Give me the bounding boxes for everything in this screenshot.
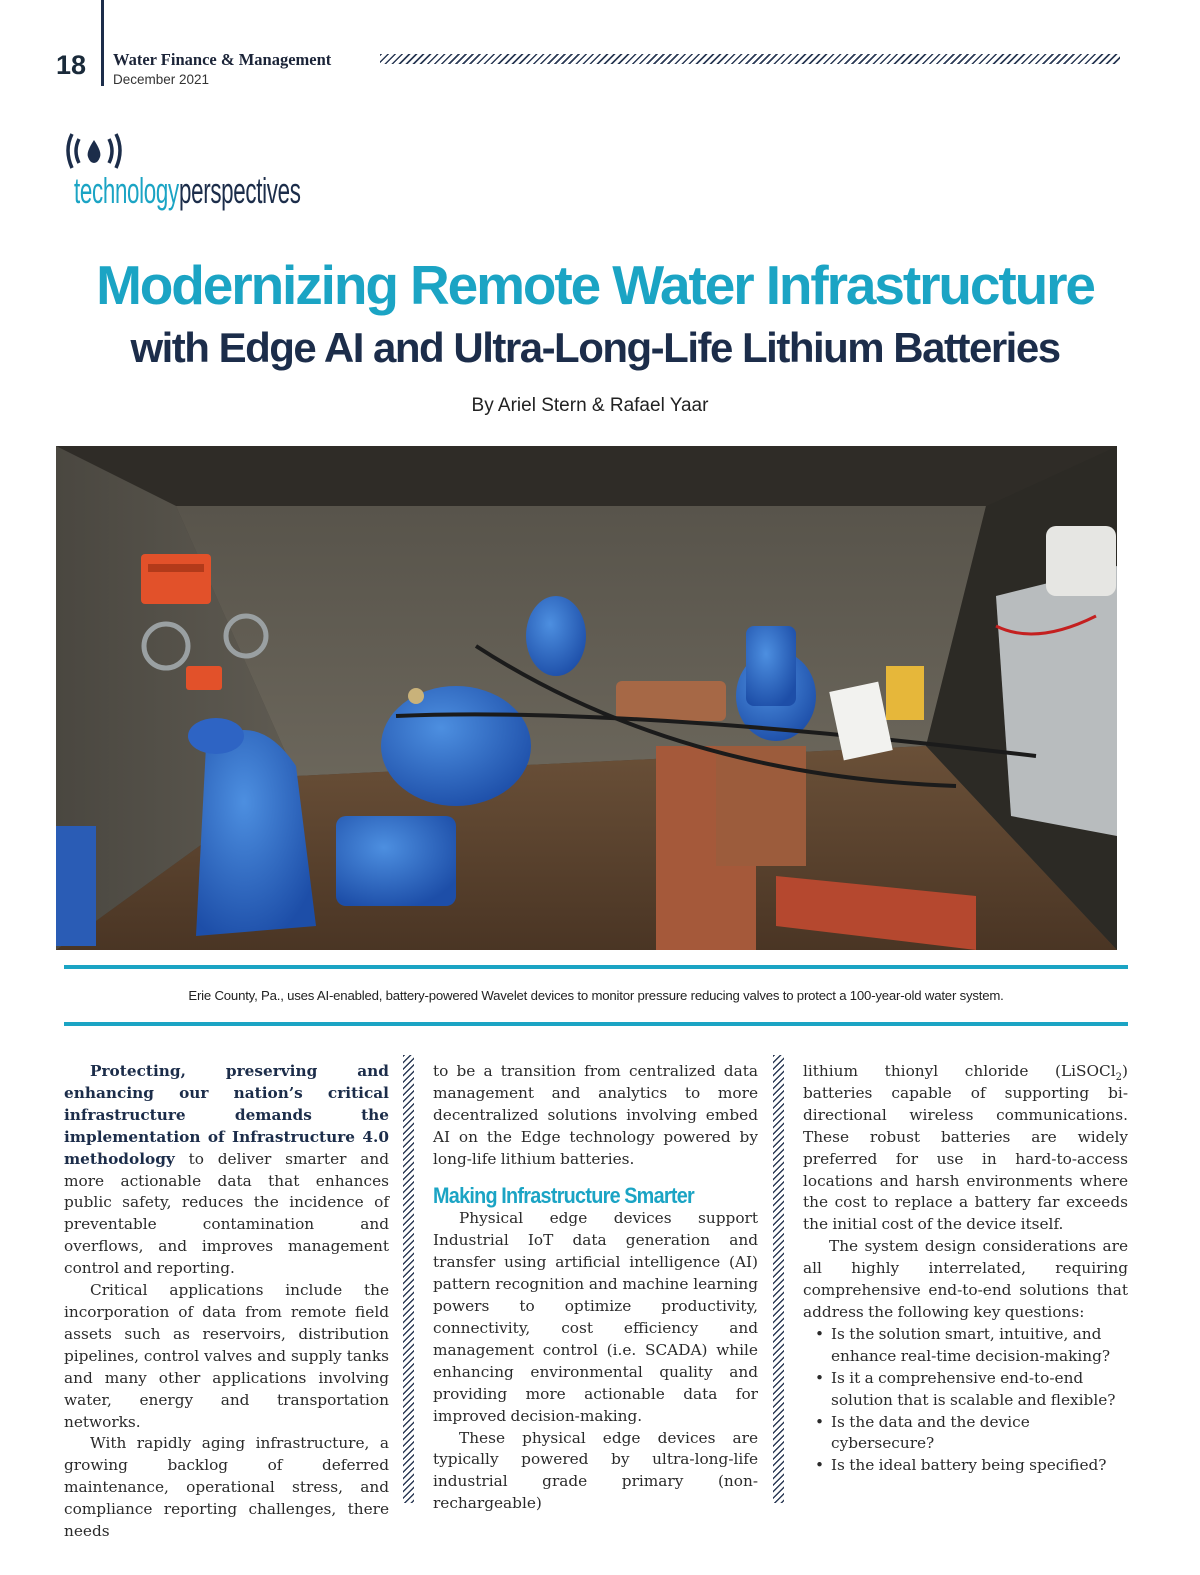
caption-rule-bottom	[64, 1022, 1128, 1026]
publication-title: Water Finance & Management	[113, 50, 332, 69]
list-item: • Is the ideal battery being specified?	[831, 1455, 1128, 1477]
section-word-perspectives: perspectives	[179, 170, 301, 211]
header-hatch-decoration	[380, 54, 1120, 64]
body-paragraph: With rapidly aging infrastructure, a growing backlog of deferred maintenance, operational stress, and compliance reporting challenges, there needs	[64, 1434, 389, 1541]
key-questions-list	[803, 1324, 1128, 1477]
body-column-2	[433, 1061, 758, 1515]
photo-caption: Erie County, Pa., uses AI-enabled, battery-powered Wavelet devices to monitor pressure reducing valves to protect a 100-year-old water system.	[188, 988, 1004, 1003]
water-drop-signal-icon	[62, 130, 132, 174]
body-paragraph	[803, 1061, 1128, 1236]
body-paragraph: Physical edge devices support Industrial IoT data generation and transfer using artificial intelligence (AI) pattern recognition and machine learning powers to optimize productivity, connectivity, cost efficiency and management control (i.e. SCADA) while enhancing environmental quality and providing more actionable data for improved decision-making.	[433, 1209, 758, 1425]
column-divider	[403, 1055, 414, 1503]
body-paragraph: Critical applications include the incorporation of data from remote field assets such as reservoirs, distribution pipelines, control valves and supply tanks and many other applications involving water, energy and transportation networks.	[64, 1281, 389, 1431]
article-subtitle: with Edge AI and Ultra-Long-Life Lithium Batteries	[130, 324, 1060, 371]
article-byline: By Ariel Stern & Rafael Yaar	[471, 395, 709, 416]
column-divider	[773, 1055, 784, 1503]
body-paragraph	[64, 1061, 389, 1280]
body-paragraph: These physical edge devices are typically powered by ultra-long-life industrial grade primary (non-rechargeable)	[433, 1428, 758, 1513]
caption-rule-top	[64, 965, 1128, 969]
body-paragraph: to be a transition from centralized data management and analytics to more decentralized solutions involving embed AI on the Edge technology powered by long-life lithium batteries.	[433, 1062, 758, 1168]
list-item: • Is the data and the device cybersecure?	[831, 1412, 1128, 1456]
lead-in: Protecting, preserving and enhancing our nation’s critical infrastructure demands the implementation of Infrastructure 4.0 methodology	[64, 1062, 389, 1168]
page-number: 18	[56, 50, 87, 80]
body-column-1	[64, 1061, 389, 1543]
section-heading: Making Infrastructure Smarter	[433, 1182, 694, 1208]
article-title: Modernizing Remote Water Infrastructure	[96, 254, 1094, 316]
paragraph-text: ) batteries capable of supporting bi-directional wireless communications. These robust batteries are widely preferred for use in hard-to-access locations and harsh environments where the cost to replace a battery far exceeds the initial cost of the device itself.	[803, 1062, 1128, 1234]
paragraph-text: lithium thionyl chloride (LiSOCl	[803, 1062, 1116, 1080]
list-item: • Is the solution smart, intuitive, and enhance real-time decision-making?	[831, 1324, 1128, 1368]
section-word-technology: technology	[74, 170, 179, 211]
body-column-3	[803, 1061, 1128, 1477]
issue-date: December 2021	[113, 72, 210, 87]
paragraph-text: to deliver smarter and more actionable data that enhances public safety, reduces the incidence of preventable contamination and overflows, and improves management control and reporting.	[64, 1149, 389, 1278]
chemical-subscript: 2	[1115, 1072, 1123, 1084]
list-item: • Is it a comprehensive end-to-end solution that is scalable and flexible?	[831, 1368, 1128, 1412]
section-logo	[62, 130, 362, 220]
article-photo	[56, 446, 1117, 950]
body-paragraph: The system design considerations are all highly interrelated, requiring comprehensive end-to-end solutions that address the following key questions:	[803, 1237, 1128, 1321]
header-rule	[101, 0, 104, 86]
